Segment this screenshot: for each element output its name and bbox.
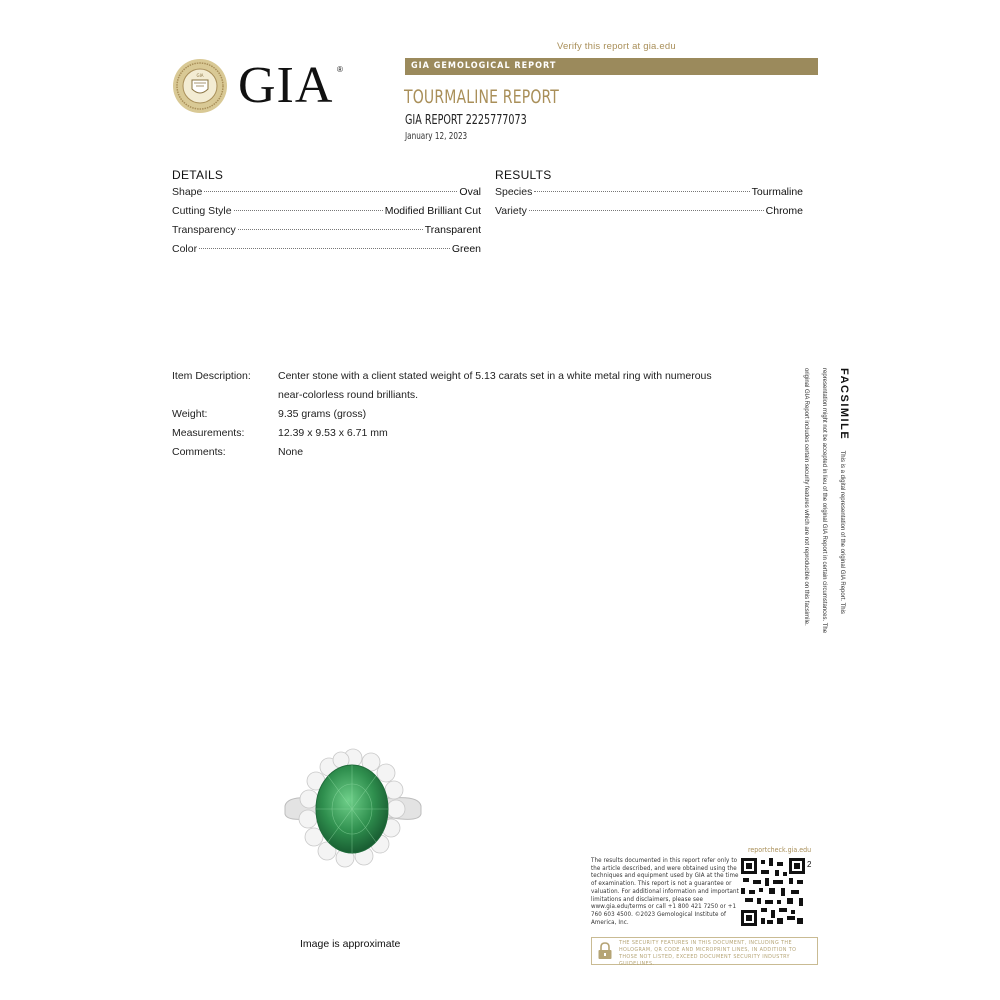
measurements-row: [172, 424, 772, 443]
details-list: [172, 186, 481, 262]
report-banner: GIA GEMOLOGICAL REPORT: [405, 58, 818, 75]
detail-label: Cutting Style: [172, 205, 232, 217]
results-list: [495, 186, 803, 224]
details-row-color: [172, 243, 481, 262]
comments-row: [172, 443, 772, 462]
reportcheck-link[interactable]: reportcheck.gia.edu: [748, 846, 812, 854]
qr-code[interactable]: [741, 858, 805, 926]
item-description-line: near-colorless round brilliants.: [278, 389, 419, 401]
dot-leader: [199, 248, 450, 249]
qr-superscript: 2: [807, 860, 812, 869]
detail-value: Oval: [459, 186, 481, 198]
comments-value: None: [278, 446, 304, 458]
detail-value: Modified Brilliant Cut: [384, 205, 481, 217]
measurements-value: 12.39 x 9.53 x 6.71 mm: [278, 427, 388, 439]
item-description-row: [172, 367, 772, 405]
report-title: TOURMALINE REPORT: [404, 86, 560, 108]
gia-logo: GIA: [238, 57, 334, 114]
detail-label: Color: [172, 243, 198, 255]
dot-leader: [534, 191, 749, 192]
dot-leader: [204, 191, 457, 192]
dot-leader: [234, 210, 383, 211]
detail-label: Transparency: [172, 224, 236, 236]
dot-leader: [238, 229, 423, 230]
ring-image: [283, 748, 423, 872]
result-value: Tourmaline: [751, 186, 803, 198]
results-row-variety: [495, 205, 803, 224]
item-description-block: [172, 367, 772, 462]
svg-text:GIA: GIA: [196, 73, 204, 78]
result-value: Chrome: [765, 205, 803, 217]
detail-value: Transparent: [424, 224, 481, 236]
dot-leader: [529, 210, 764, 211]
item-description-label: Item Description:: [172, 370, 251, 382]
facsimile-note: [800, 368, 854, 638]
image-caption: Image is approximate: [300, 938, 401, 950]
details-row-shape: [172, 186, 481, 205]
gia-seal-icon: [172, 58, 228, 114]
lock-icon: [597, 942, 613, 960]
details-heading: DETAILS: [172, 168, 224, 182]
detail-label: Shape: [172, 186, 203, 198]
results-heading: RESULTS: [495, 168, 552, 182]
disclaimer-text: The results documented in this report refer only to the article described, and were obtained using the techniques and equipment used by GIA at the time of examination. This report is not a guarantee or valuation. For additional information and important limitations and disclaimers, please see www.gia.edu/terms or call +1 800 421 7250 or +1 760 603 4500. ©2023 Gemological Institute of America, Inc.: [591, 857, 739, 926]
detail-value: Green: [451, 243, 481, 255]
comments-label: Comments:: [172, 446, 226, 458]
result-label: Variety: [495, 205, 527, 217]
verify-link[interactable]: Verify this report at gia.edu: [557, 41, 676, 52]
details-row-transparency: [172, 224, 481, 243]
item-description-value: [278, 367, 772, 405]
results-row-species: [495, 186, 803, 205]
measurements-label: Measurements:: [172, 427, 245, 439]
weight-label: Weight:: [172, 408, 208, 420]
weight-value: 9.35 grams (gross): [278, 408, 367, 420]
report-number: GIA REPORT 2225777073: [405, 113, 527, 128]
security-text: THE SECURITY FEATURES IN THIS DOCUMENT, INCLUDING THE HOLOGRAM, QR CODE AND MICROPRINT LINES, IN ADDITION TO THOSE NOT LISTED, EXCEED DOCUMENT SECURITY INDUSTRY GUIDELINES.: [619, 940, 797, 967]
facsimile-title: FACSIMILE: [838, 368, 850, 441]
result-label: Species: [495, 186, 533, 198]
report-date: January 12, 2023: [405, 131, 468, 142]
details-row-cutting-style: [172, 205, 481, 224]
weight-row: [172, 405, 772, 424]
item-description-line: Center stone with a client stated weight of 5.13 carats set in a white metal ring with numerous: [278, 370, 712, 382]
facsimile-text: This is a digital representation of the original GIA Report. This representation might not be accepted in lieu of the original GIA Report in certain circumstances. The original GIA Report includes certain security features which are not reproducible on this facsimile.: [803, 368, 845, 634]
registered-mark: ®: [337, 65, 343, 74]
